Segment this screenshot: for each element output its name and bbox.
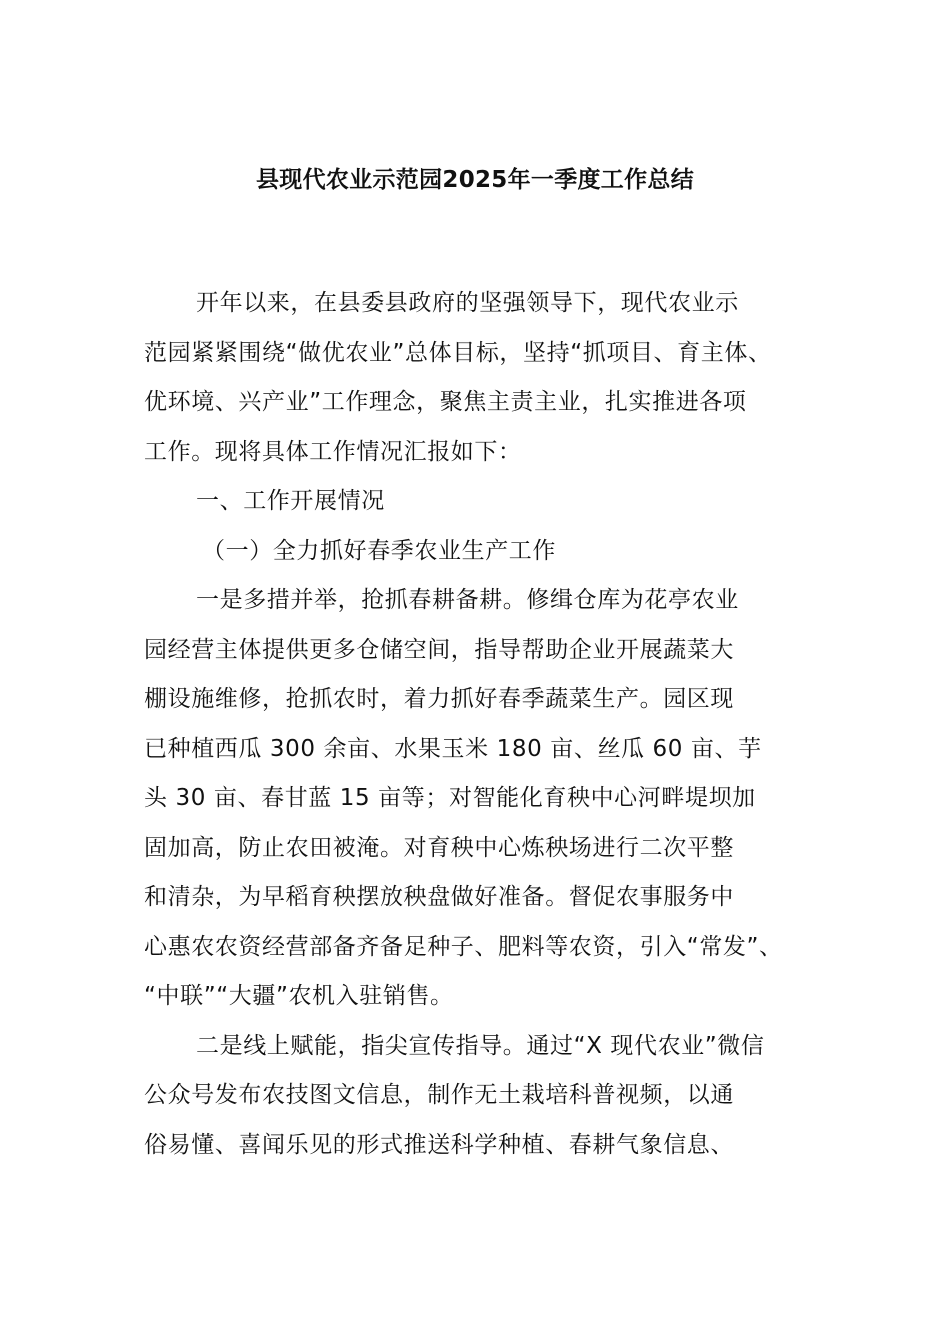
paragraph-line: 已种植西瓜 300 余亩、水果玉米 180 亩、丝瓜 60 亩、芋 [144, 735, 762, 762]
subsection-heading: （一）全力抓好春季农业生产工作 [202, 537, 556, 564]
paragraph-line: 范园紧紧围绕“做优农业”总体目标，坚持“抓项目、育主体、 [144, 339, 772, 366]
paragraph-line: 俗易懂、喜闻乐见的形式推送科学种植、春耕气象信息、 [144, 1131, 734, 1158]
paragraph-line: 优环境、兴产业”工作理念，聚焦主责主业，扎实推进各项 [144, 389, 747, 415]
document-body [144, 279, 834, 1170]
paragraph-line: 二是线上赋能，指尖宣传指导。通过“X 现代农业”微信 [196, 1032, 765, 1059]
paragraph-line: 一是多措并举，抢抓春耕备耕。修缉仓库为花亭农业 [196, 587, 739, 613]
paragraph-line: “中联”“大疆”农机入驻销售。 [144, 983, 454, 1009]
paragraph-line: 公众号发布农技图文信息，制作无土栽培科普视频，以通 [144, 1082, 734, 1108]
paragraph-line: 工作。现将具体工作情况汇报如下： [144, 438, 522, 465]
paragraph-line: 园经营主体提供更多仓储空间，指导帮助企业开展蔬菜大 [144, 636, 734, 663]
paragraph-line: 固加高，防止农田被淹。对育秧中心炼秧场进行二次平整 [144, 834, 734, 861]
paragraph-line: 开年以来，在县委县政府的坚强领导下，现代农业示 [196, 290, 739, 316]
document-title: 县现代农业示范园2025年一季度工作总结 [255, 167, 694, 193]
paragraph-line: 头 30 亩、春甘蓝 15 亩等；对智能化育秧中心河畔堤坝加 [144, 785, 756, 811]
paragraph-line: 和清杂，为早稻育秧摆放秧盘做好准备。督促农事服务中 [144, 884, 734, 910]
paragraph-line: 棚设施维修，抢抓农时，着力抓好春季蔬菜生产。园区现 [144, 686, 734, 712]
paragraph-line: 心惠农农资经营部备齐备足种子、肥料等农资，引入“常发”、 [144, 933, 783, 960]
section-heading: 一、工作开展情况 [196, 488, 385, 514]
